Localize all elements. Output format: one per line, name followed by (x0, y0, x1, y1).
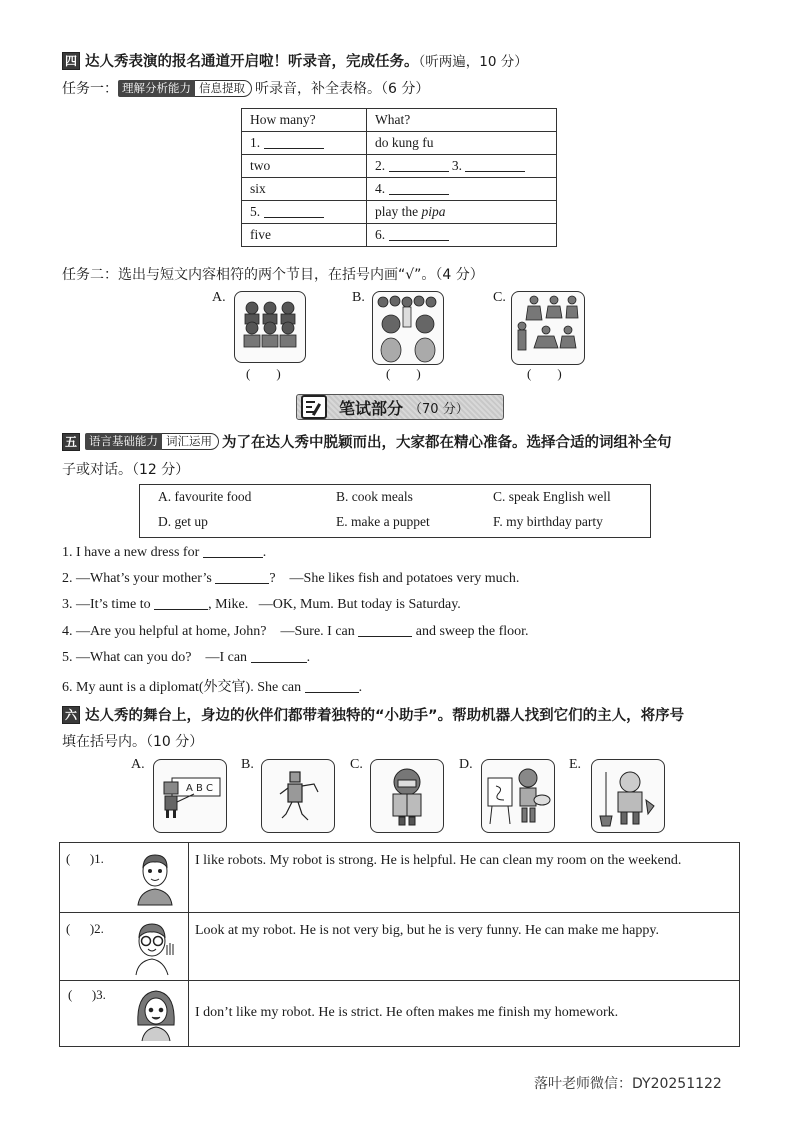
robot-painting-icon (481, 759, 555, 833)
answer-blank[interactable] (215, 582, 269, 584)
boy-avatar-icon (134, 851, 176, 907)
table-row: six 4. (242, 178, 557, 201)
owner-description: I like robots. My robot is strong. He is helpful. He can clean my room on the weekend. (189, 843, 740, 913)
robot-with-broom-icon (591, 759, 665, 833)
question-3: 3. —It’s time to , Mike. —OK, Mum. But today is Saturday. (62, 597, 461, 612)
section-number-badge: 四 (62, 52, 80, 70)
table-row (60, 913, 740, 981)
section4-title: 达人秀表演的报名通道开启啦！听录音，完成任务。 (85, 54, 419, 70)
header-what: What? (367, 109, 557, 132)
word-option: D. get up (158, 514, 208, 529)
section5-title-line1: 为了在达人秀中脱颖而出，大家都在精心准备。选择合适的词组补全句 (222, 435, 672, 451)
answer-blank[interactable] (154, 608, 208, 610)
section-number-badge: 五 (62, 433, 80, 451)
owner-description: I don’t like my robot. He is strict. He often makes me finish my homework. (189, 981, 740, 1047)
task1-instruction: 听录音，补全表格。（6 分） (255, 81, 430, 97)
children-singing-pipa-icon (372, 291, 444, 365)
answer-blank-3[interactable] (465, 170, 525, 172)
answer-paren[interactable]: ( )3. (68, 987, 106, 1002)
banner-score: （70 分） (409, 401, 469, 417)
answer-blank-6[interactable] (389, 239, 449, 241)
boy-with-glasses-avatar-icon (132, 919, 178, 977)
section5-title-line2: 子或对话。（12 分） (62, 462, 190, 478)
table-row (60, 981, 740, 1047)
task2-instruction: 任务二：选出与短文内容相符的两个节目，在括号内画“√”。（4 分） (62, 267, 484, 283)
answer-blank-2[interactable] (389, 170, 449, 172)
skill-tag (118, 80, 252, 97)
answer-blank[interactable] (251, 661, 307, 663)
watermark: 落叶老师微信：DY20251122 (534, 1076, 722, 1092)
word-option: E. make a puppet (336, 514, 430, 529)
pencil-note-icon (301, 395, 327, 419)
table-header-row (242, 109, 557, 132)
answer-blank-5[interactable] (264, 216, 324, 218)
header-how-many: How many? (242, 109, 367, 132)
skill-main: 语言基础能力 (85, 433, 162, 450)
robot-teaching-abc-icon (153, 759, 227, 833)
svg-text:A B C: A B C (186, 783, 214, 794)
table-row: 1. do kung fu (242, 132, 557, 155)
question-1: 1. I have a new dress for . (62, 545, 267, 560)
banner-title: 笔试部分 (339, 398, 404, 418)
answer-blank[interactable] (203, 556, 263, 558)
table-row: five 6. (242, 224, 557, 247)
answer-paren[interactable]: ( )2. (66, 921, 104, 936)
word-option: F. my birthday party (493, 514, 603, 529)
answer-blank-1[interactable] (264, 147, 324, 149)
answer-paren[interactable]: ( ) (246, 366, 281, 381)
owner-description: Look at my robot. He is not very big, but he is very funny. He can make me happy. (189, 913, 740, 981)
section4-heading (62, 50, 528, 71)
written-section-banner (296, 394, 504, 420)
girls-dancing-icon (511, 291, 585, 365)
robot-running-icon (261, 759, 335, 833)
children-reading-icon (234, 291, 306, 363)
girl-avatar-icon (134, 985, 178, 1043)
question-2: 2. —What’s your mother’s ? —She likes fish and potatoes very much. (62, 571, 520, 586)
section6-heading (62, 704, 684, 725)
robot-owners-table (59, 842, 740, 1047)
word-option: C. speak English well (493, 489, 611, 504)
section-number-badge: 六 (62, 706, 80, 724)
task1-label: 任务一： (62, 81, 118, 97)
answer-paren[interactable]: ( ) (386, 366, 421, 381)
answer-blank[interactable] (305, 691, 359, 693)
question-6: 6. My aunt is a diplomat(外交官). She can . (62, 680, 363, 695)
answer-paren[interactable]: ( )1. (66, 851, 104, 866)
section6-title-line2: 填在括号内。（10 分） (62, 734, 204, 750)
word-bank (139, 484, 651, 538)
robot-reading-icon (370, 759, 444, 833)
listening-table (241, 108, 557, 247)
section4-note: （听两遍，10 分） (418, 54, 528, 70)
table-row: two 2. 3. (242, 155, 557, 178)
skill-sub: 词汇运用 (162, 433, 219, 450)
skill-sub: 信息提取 (195, 80, 252, 97)
word-option: B. cook meals (336, 489, 413, 504)
question-5: 5. —What can you do? —I can . (62, 650, 311, 665)
answer-blank[interactable] (358, 635, 412, 637)
section5-heading (62, 431, 672, 452)
answer-blank-4[interactable] (389, 193, 449, 195)
task1-heading (62, 78, 429, 98)
skill-main: 理解分析能力 (118, 80, 195, 97)
table-row (60, 843, 740, 913)
skill-tag (85, 433, 219, 450)
section6-title-line1: 达人秀的舞台上，身边的伙伴们都带着独特的“小助手”。帮助机器人找到它们的主人，将序号 (85, 708, 685, 724)
table-row: 5. play the pipa (242, 201, 557, 224)
question-4: 4. —Are you helpful at home, John? —Sure. I can and sweep the floor. (62, 624, 529, 639)
word-option: A. favourite food (158, 489, 252, 504)
answer-paren[interactable]: ( ) (527, 366, 562, 381)
